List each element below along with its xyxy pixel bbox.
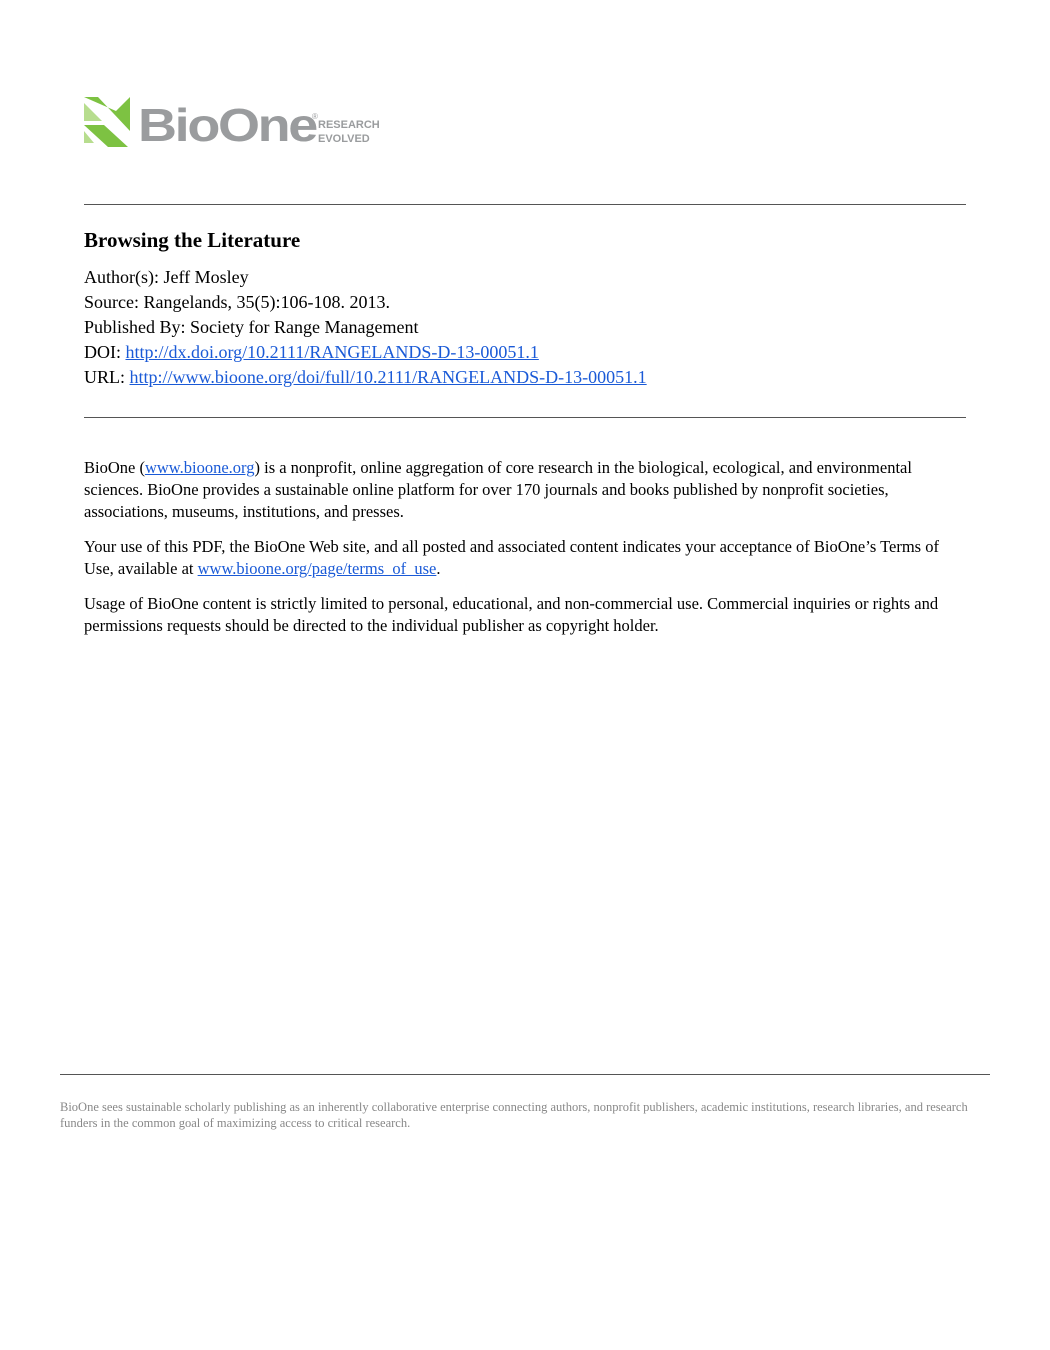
authors-label: Author(s): (84, 267, 164, 287)
info-paragraph-about: BioOne (www.bioone.org) is a nonprofit, online aggregation of core research in the biological, ecological, and environmental sciences. BioOne provides a sustainable online platform for over 170 journals and books published by nonprofit societies, associations, museums, institutions, and presses. (84, 458, 912, 521)
url-line (84, 365, 647, 390)
doi-line (84, 340, 647, 365)
leaf-icon (84, 97, 130, 147)
url-label: URL: (84, 367, 130, 387)
bioone-home-link[interactable]: www.bioone.org (144, 458, 255, 477)
metadata-divider (84, 417, 966, 418)
footer-divider (60, 1074, 990, 1075)
bioone-logo (84, 97, 404, 149)
source-line (84, 290, 647, 315)
authors-line (84, 265, 647, 290)
logo-wordmark-bio: BioOne (138, 99, 318, 149)
header-divider (84, 204, 966, 205)
article-title: Browsing the Literature (84, 228, 301, 252)
publisher-label: Published By: (84, 317, 191, 337)
publisher-value: Society for Range Management (190, 317, 419, 337)
logo-tagline-evolved: EVOLVED (318, 133, 370, 145)
info-paragraph-terms: Your use of this PDF, the BioOne Web site, and all posted and associated content indicates your acceptance of BioOne’s Terms of Use, available at www.bioone.org/page/terms_of_use. (84, 537, 939, 578)
source-label: Source: (84, 292, 144, 312)
authors-value: Jeff Mosley (163, 267, 249, 287)
info-paragraph-usage: Usage of BioOne content is strictly limited to personal, educational, and non-commercial use. Commercial inquiries or rights and permissions requests should be directed to the individual publisher as copyright holder. (84, 594, 939, 635)
article-url-link[interactable]: http://www.bioone.org/doi/full/10.2111/RANGELANDS-D-13-00051.1 (129, 367, 647, 387)
logo-tagline-research: RESEARCH (318, 119, 380, 131)
footer-statement: BioOne sees sustainable scholarly publishing as an inherently collaborative enterprise connecting authors, nonprofit publishers, academic institutions, research libraries, and research funders in the common goal of maximizing access to critical research. (60, 1100, 968, 1130)
source-value: Rangelands, 35(5):106-108. 2013. (143, 292, 390, 312)
doi-link[interactable]: http://dx.doi.org/10.2111/RANGELANDS-D-13-00051.1 (125, 342, 539, 362)
logo-registered-mark: ® (312, 112, 318, 121)
publisher-line (84, 315, 647, 340)
terms-of-use-link[interactable]: www.bioone.org/page/terms_of_use (197, 559, 437, 578)
doi-label: DOI: (84, 342, 126, 362)
bioone-info (84, 457, 964, 650)
article-metadata (84, 265, 647, 390)
